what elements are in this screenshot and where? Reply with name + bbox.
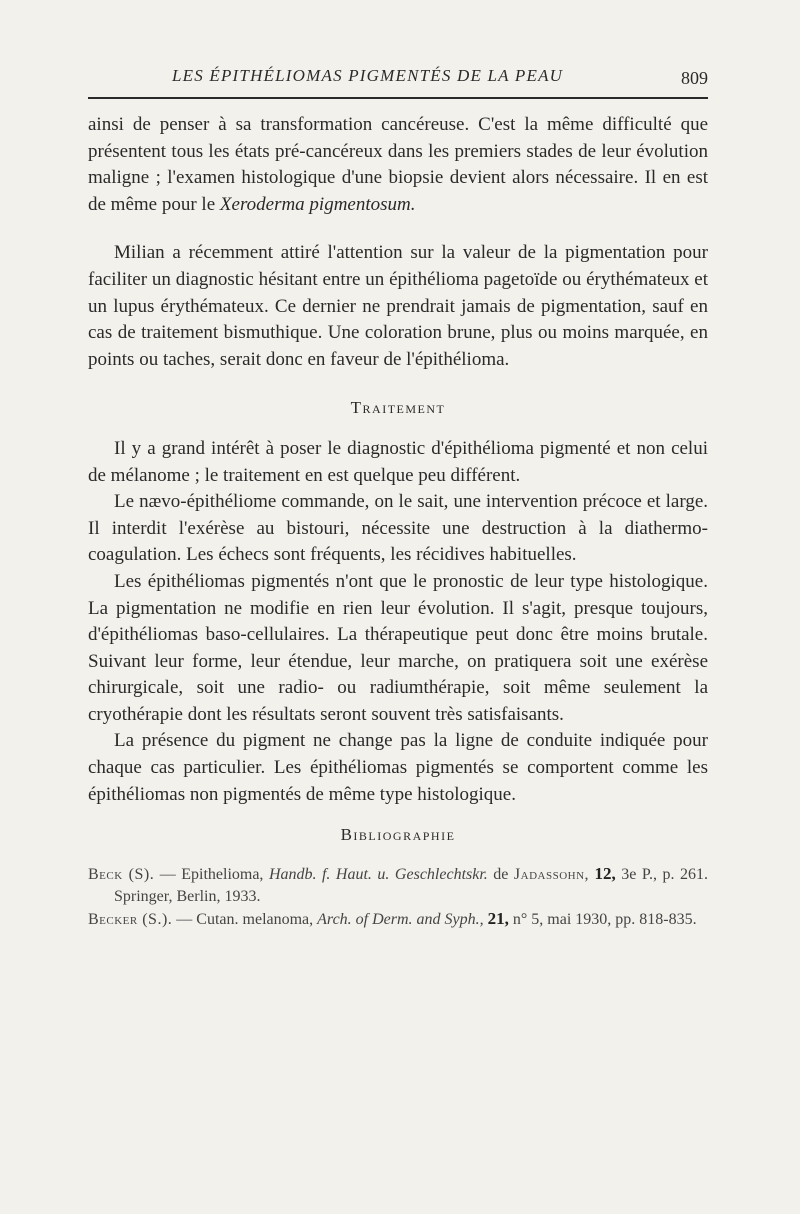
bib-text: — Cutan. melanoma, — [172, 910, 318, 928]
paragraph: Il y a grand intérêt à poser le diagnostic d'épithélioma pigmenté et non celui de mélanome ; le traitement en est quelque peu différent. — [88, 437, 708, 486]
bib-author: Beck (S). — [88, 865, 155, 883]
bib-text: 3e P., p. 261. Springer, Berlin, 1933. — [114, 865, 709, 905]
bib-volume: 21, — [487, 908, 509, 928]
bib-author: Becker (S.). — [88, 910, 173, 928]
paragraph: Milian a récemment attiré l'attention sur la valeur de la pigmentation pour faciliter un diagnostic hésitant entre un épithélioma pagetoïde ou érythémateux et un lupus érythémateux. Ce dernier ne prendrait jamais de pigmentation, sauf en cas de traitement bismuthique. Une coloration brune, plus ou moins marquée, en points ou taches, serait donc en faveur de l'épithélioma. — [88, 242, 708, 370]
bib-text: n° 5, mai 1930, pp. 818-835. — [508, 910, 697, 928]
bib-volume: 12, — [594, 863, 616, 883]
bibliography-entry — [88, 908, 708, 931]
body-text — [88, 112, 708, 931]
paragraph-text: ainsi de penser à sa transformation cancéreuse. C'est la même difficulté que présentent tous les états pré-cancéreux dans les premiers stades de leur évolution maligne ; l'examen histologique d'une biopsie devient alors nécessaire. Il en est de même pour le — [88, 114, 708, 215]
running-title: LES ÉPITHÉLIOMAS PIGMENTÉS DE LA PEAU — [172, 66, 564, 85]
header-rule — [88, 97, 708, 99]
bib-editor: Jadassohn, — [513, 865, 590, 883]
section-title: Traitement — [350, 398, 446, 418]
paragraph: Les épithéliomas pigmentés n'ont que le pronostic de leur type histologique. La pigmentation ne modifie en rien leur évolution. Il s'agit, presque toujours, d'épithéliomas baso-cellulaires. La thérapeutique peut donc être moins brutale. Suivant leur forme, leur étendue, leur marche, on pratiquera soit une exérèse chirurgicale, soit une radio- ou radiumthérapie, soit même seulement la cryothérapie dont les résultats seront souvent très satisfaisants. — [88, 570, 708, 725]
page-header — [88, 64, 708, 94]
bib-text: — Epithelioma, — [154, 865, 269, 883]
paragraph: La présence du pigment ne change pas la ligne de conduite indiquée pour chaque cas particulier. Les épithéliomas pigmentés se comportent comme les épithéliomas non pigmentés de même type histologique. — [88, 730, 708, 805]
bib-journal: Arch. of Derm. and Syph., — [317, 910, 484, 928]
bibliography-entry — [88, 863, 708, 908]
paragraph: Le nævo-épithéliome commande, on le sait, une intervention précoce et large. Il interdit l'exérèse au bistouri, nécessite une destruction à la diathermo-coagulation. Les échecs sont fréquents, les récidives habituelles. — [88, 491, 708, 566]
bib-text: de — [487, 865, 514, 883]
page-number: 809 — [681, 68, 708, 88]
italic-term: Xeroderma pigmentosum. — [219, 193, 416, 215]
bibliography-title: Bibliographie — [340, 825, 456, 845]
bib-journal: Handb. f. Haut. u. Geschlechtskr. — [268, 865, 488, 883]
paragraph — [88, 112, 708, 218]
